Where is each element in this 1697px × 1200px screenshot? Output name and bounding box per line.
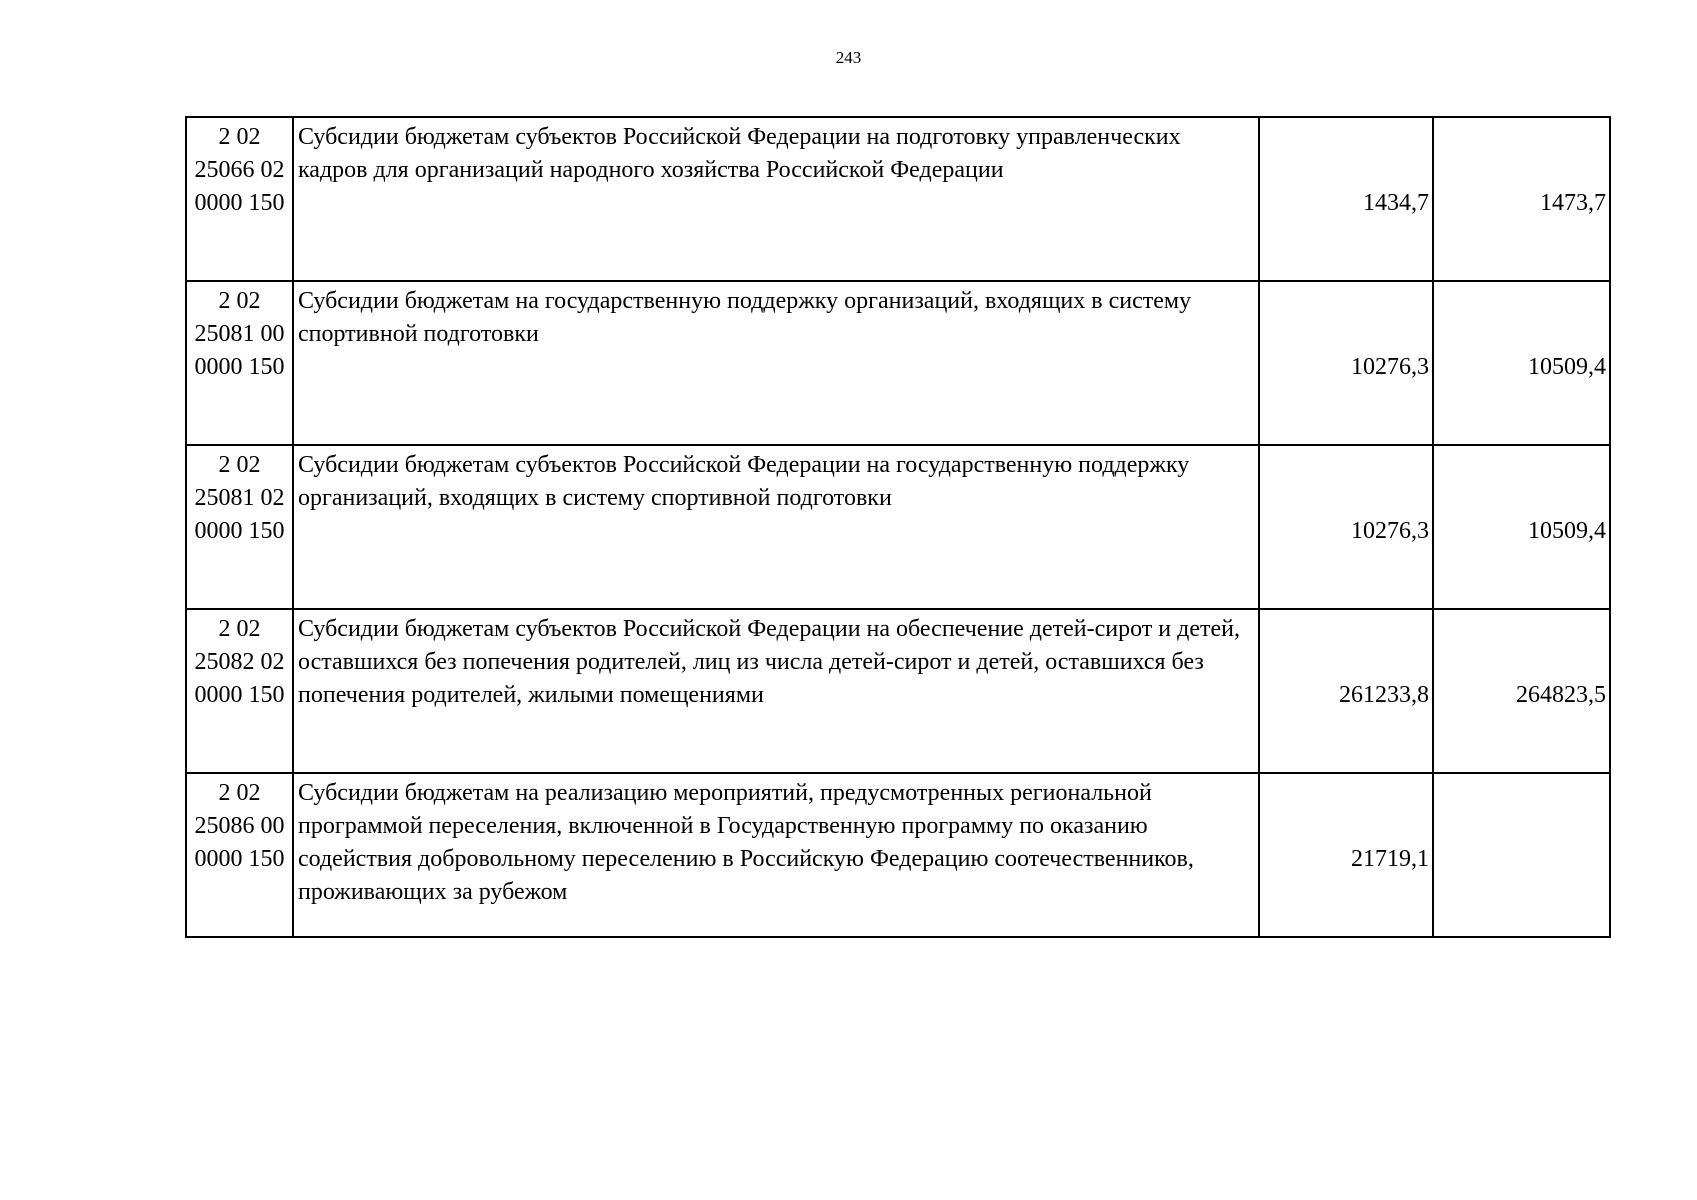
budget-code-line: 2 02 <box>218 616 261 642</box>
budget-code <box>186 117 293 281</box>
amount-year-1: 10276,3 <box>1259 281 1433 445</box>
amount-year-2: 264823,5 <box>1433 609 1610 773</box>
table-row <box>186 117 1610 281</box>
budget-code <box>186 773 293 937</box>
amount-year-2: 10509,4 <box>1433 281 1610 445</box>
budget-code-line: 0000 150 <box>194 190 285 216</box>
page-number: 243 <box>835 48 862 67</box>
amount-year-1: 21719,1 <box>1259 773 1433 937</box>
budget-code-line: 25082 02 <box>194 649 285 675</box>
income-name: Субсидии бюджетам на реализацию мероприятий, предусмотренных региональной программой переселения, включенной в Государственную программу по оказанию содействия добровольному переселению в Российскую Федерацию соотечественников, проживающих за рубежом <box>293 773 1259 937</box>
amount-year-2: 1473,7 <box>1433 117 1610 281</box>
budget-code-line: 0000 150 <box>194 354 285 380</box>
amount-year-2 <box>1433 773 1610 937</box>
budget-code-line: 2 02 <box>218 124 261 150</box>
income-name: Субсидии бюджетам на государственную поддержку организаций, входящих в систему спортивной подготовки <box>293 281 1259 445</box>
budget-code-line: 2 02 <box>218 288 261 314</box>
budget-code <box>186 609 293 773</box>
budget-code-line: 2 02 <box>218 452 261 478</box>
income-name: Субсидии бюджетам субъектов Российской Федерации на обеспечение детей-сирот и детей, оставшихся без попечения родителей, лиц из числа детей-сирот и детей, оставшихся без попечения родителей, жилыми помещениями <box>293 609 1259 773</box>
table-row <box>186 281 1610 445</box>
budget-code-line: 25081 00 <box>194 321 285 347</box>
budget-code-line: 25086 00 <box>194 813 285 839</box>
table-row <box>186 445 1610 609</box>
amount-year-1: 261233,8 <box>1259 609 1433 773</box>
budget-table <box>185 116 1611 938</box>
budget-code-line: 0000 150 <box>194 846 285 872</box>
table-row <box>186 773 1610 937</box>
budget-code-line: 0000 150 <box>194 682 285 708</box>
table-row <box>186 609 1610 773</box>
budget-code-line: 2 02 <box>218 780 261 806</box>
amount-year-2: 10509,4 <box>1433 445 1610 609</box>
budget-code-line: 25066 02 <box>194 157 285 183</box>
income-name: Субсидии бюджетам субъектов Российской Федерации на государственную поддержку организаций, входящих в систему спортивной подготовки <box>293 445 1259 609</box>
budget-code <box>186 281 293 445</box>
budget-code <box>186 445 293 609</box>
income-name: Субсидии бюджетам субъектов Российской Федерации на подготовку управленческих кадров для организаций народного хозяйства Российской Федерации <box>293 117 1259 281</box>
amount-year-1: 10276,3 <box>1259 445 1433 609</box>
amount-year-1: 1434,7 <box>1259 117 1433 281</box>
budget-code-line: 25081 02 <box>194 485 285 511</box>
budget-code-line: 0000 150 <box>194 518 285 544</box>
